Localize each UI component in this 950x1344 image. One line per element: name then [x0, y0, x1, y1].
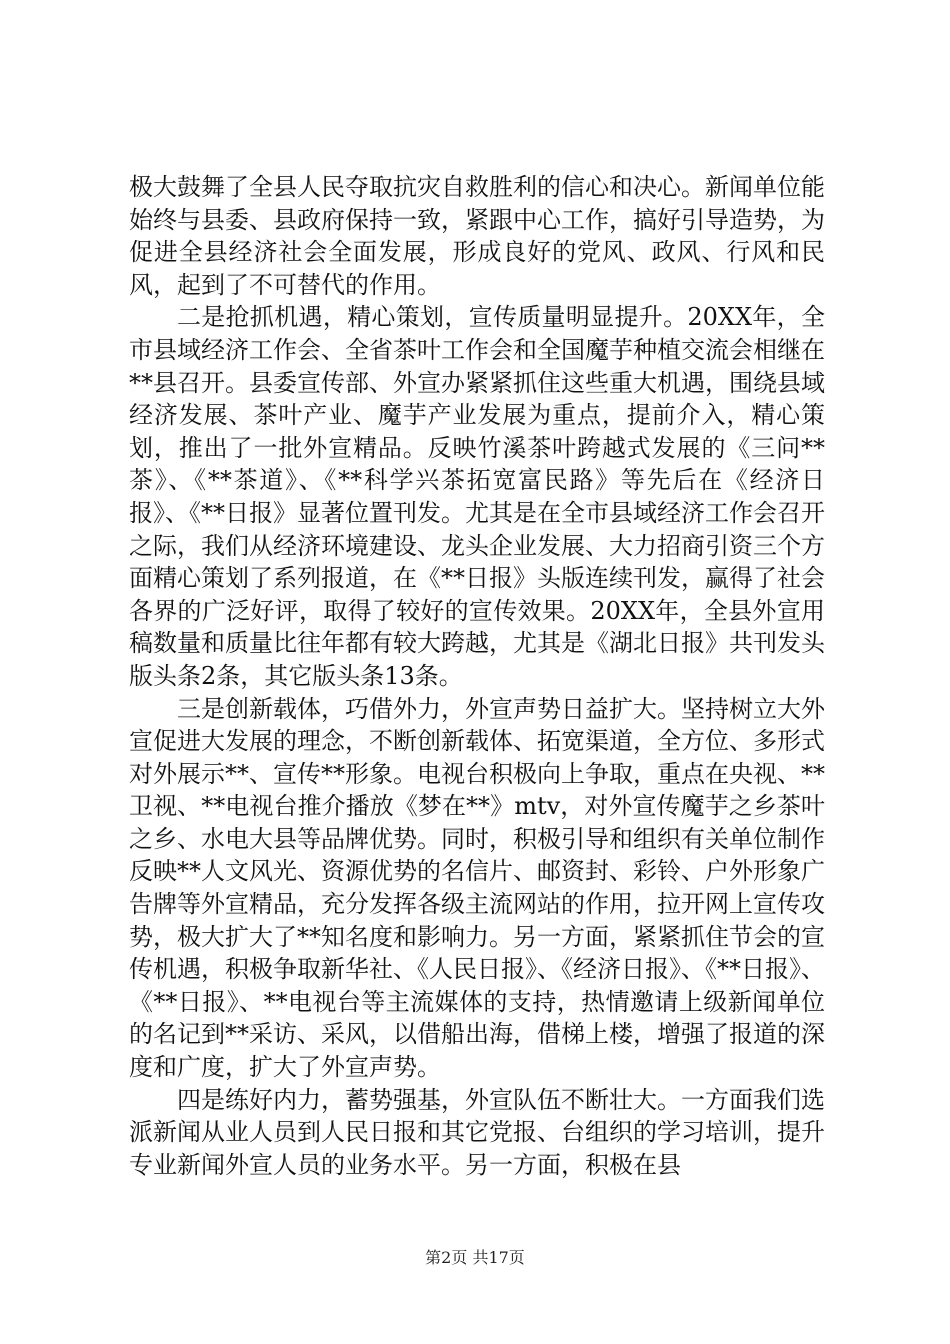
document-body [129, 171, 825, 1181]
page-footer: 第2页 共17页 [425, 1248, 525, 1267]
paragraph-3: 三是创新载体，巧借外力，外宣声势日益扩大。坚持树立大外宣促进大发展的理念，不断创新载体、拓宽渠道，全方位、多形式对外展示**、宣传**形象。电视台积极向上争取，重点在央视、**卫视、**电视台推介播放《梦在**》mtv，对外宣传魔芋之乡茶叶之乡、水电大县等品牌优势。同时，积极引导和组织有关单位制作反映**人文风光、资源优势的名信片、邮资封、彩铃、户外形象广告牌等外宣精品，充分发挥各级主流网站的作用，拉开网上宣传攻势，极大扩大了**知名度和影响力。另一方面，紧紧抓住节会的宣传机遇，积极争取新华社、《人民日报》、《经济日报》、《**日报》、《**日报》、**电视台等主流媒体的支持，热情邀请上级新闻单位的名记到**采访、采风，以借船出海，借梯上楼，增强了报道的深度和广度，扩大了外宣声势。 [129, 694, 825, 1082]
paragraph-2: 二是抢抓机遇，精心策划，宣传质量明显提升。20XX年，全市县域经济工作会、全省茶叶工作会和全国魔芋种植交流会相继在**县召开。县委宣传部、外宣办紧紧抓住这些重大机遇，围绕县域经济发展、茶叶产业、魔芋产业发展为重点，提前介入，精心策划，推出了一批外宣精品。反映竹溪茶叶跨越式发展的《三问**茶》、《**茶道》、《**科学兴茶拓宽富民路》等先后在《经济日报》、《**日报》显著位置刊发。尤其是在全市县域经济工作会召开之际，我们从经济环境建设、龙头企业发展、大力招商引资三个方面精心策划了系列报道，在《**日报》头版连续刊发，赢得了社会各界的广泛好评，取得了较好的宣传效果。20XX年，全县外宣用稿数量和质量比往年都有较大跨越，尤其是《湖北日报》共刊发头版头条2条，其它版头条13条。 [129, 303, 825, 690]
paragraph-4: 四是练好内力，蓄势强基，外宣队伍不断壮大。一方面我们选派新闻从业人员到人民日报和其它党报、台组织的学习培训，提升专业新闻外宣人员的业务水平。另一方面，积极在县 [129, 1085, 825, 1179]
paragraph-1: 极大鼓舞了全县人民夺取抗灾自救胜利的信心和决心。新闻单位能始终与县委、县政府保持一致，紧跟中心工作，搞好引导造势，为促进全县经济社会全面发展，形成良好的党风、政风、行风和民风，起到了不可替代的作用。 [129, 173, 825, 299]
